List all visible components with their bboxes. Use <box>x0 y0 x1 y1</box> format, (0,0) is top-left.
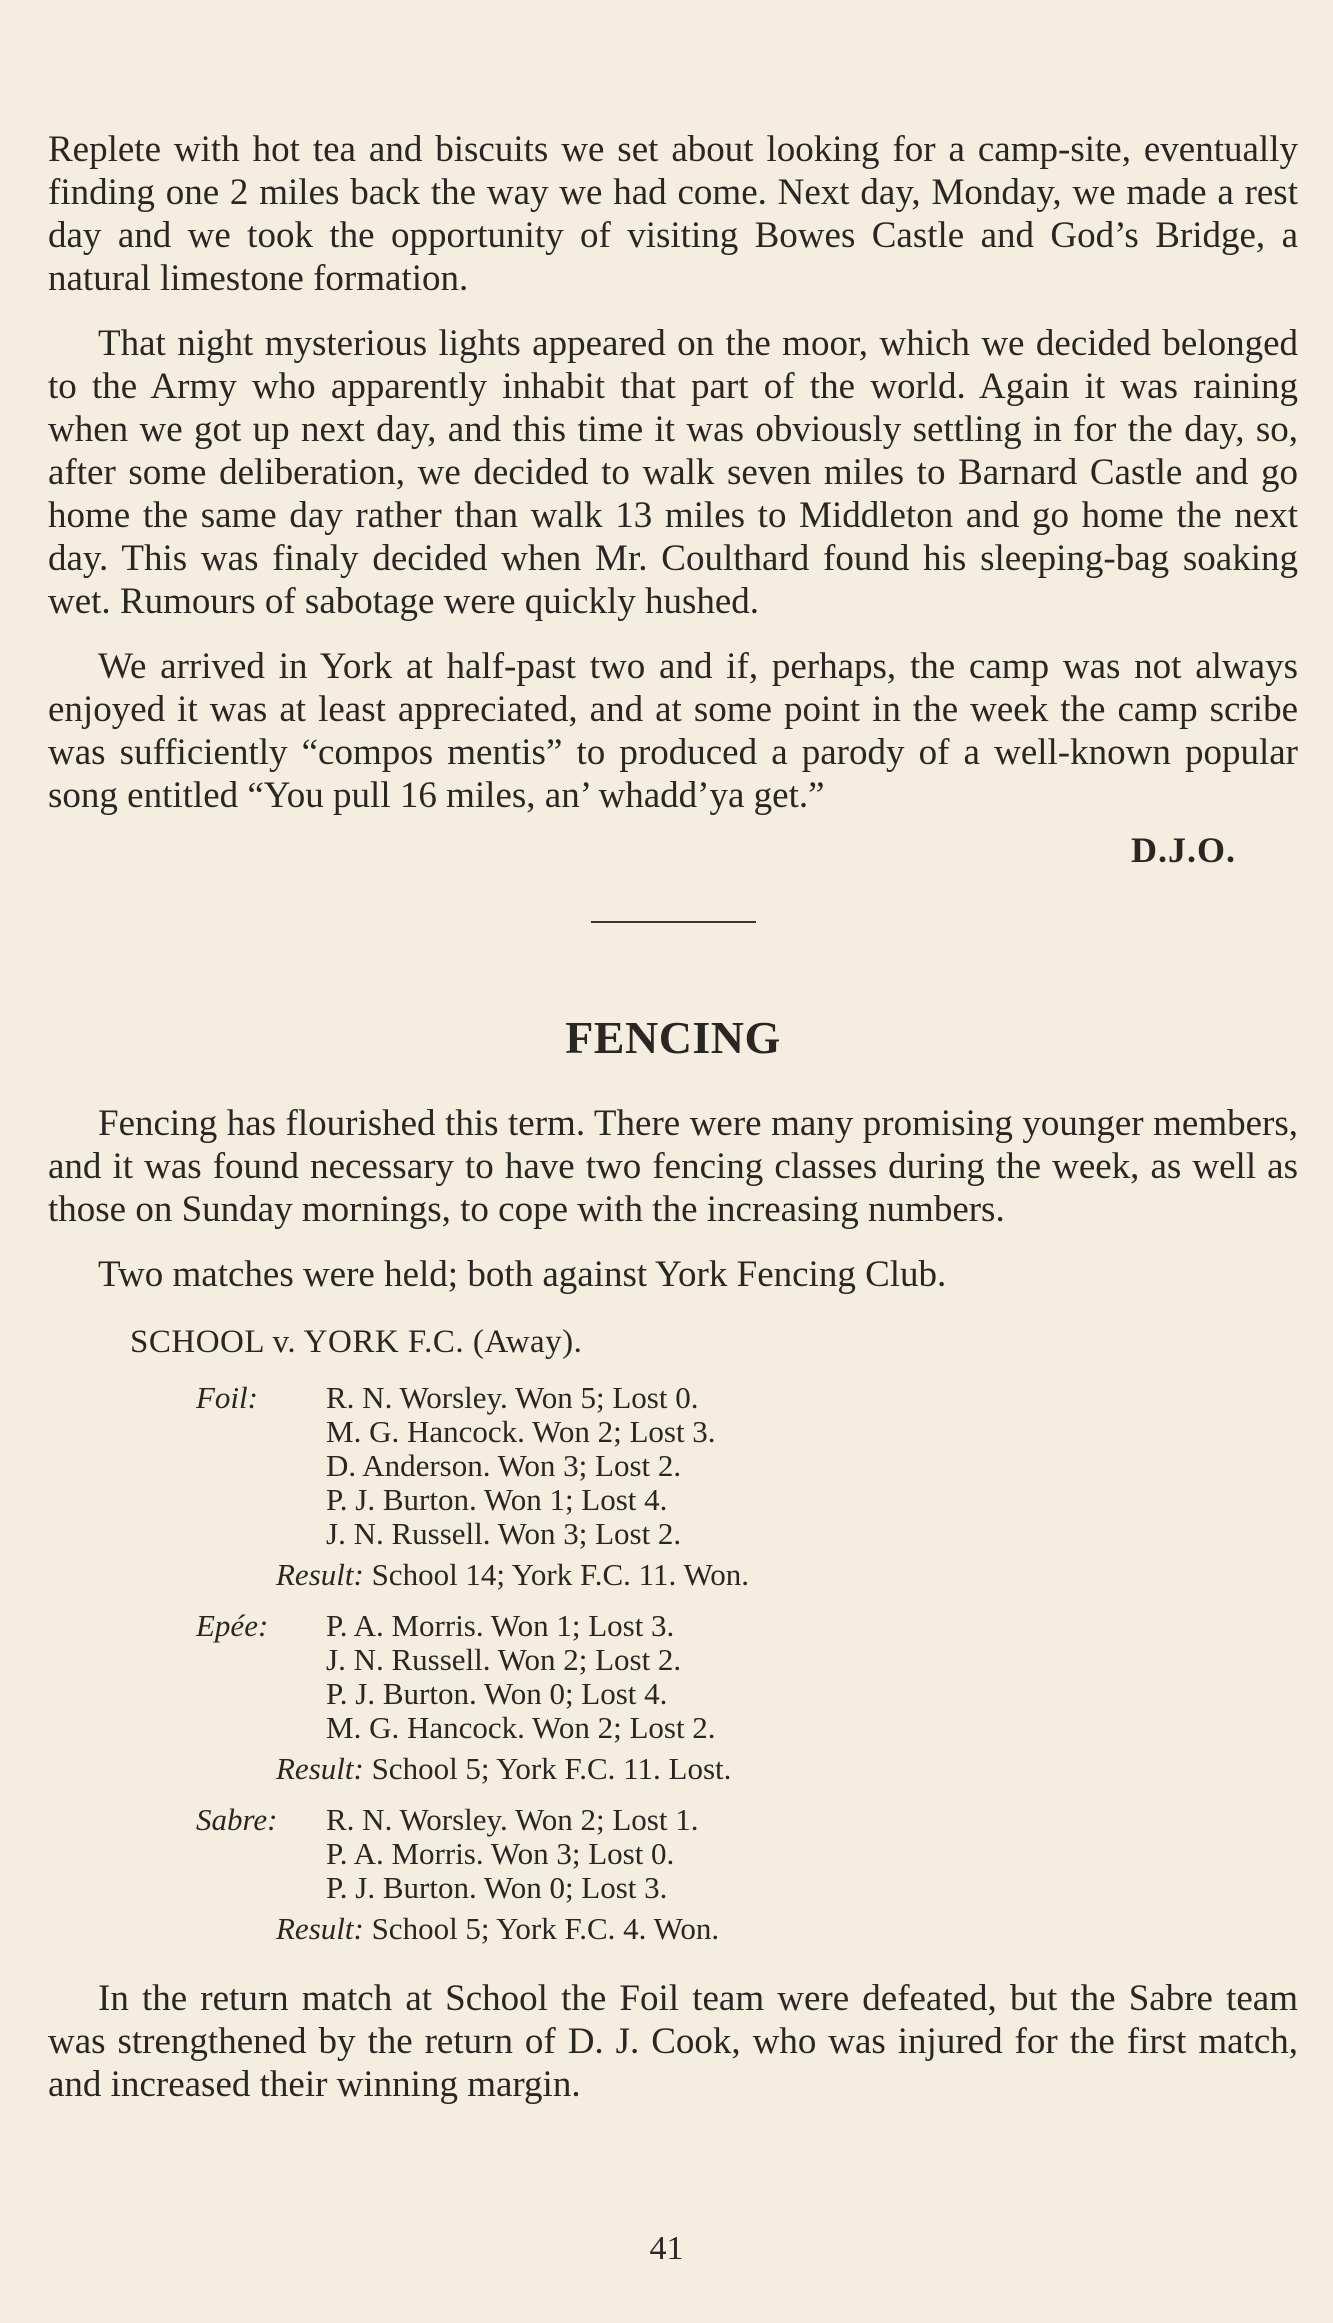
result-value: School 14; York F.C. 11. Won. <box>371 1557 749 1592</box>
fencer-entry: J. N. Russell. Won 3; Lost 2. <box>326 1516 682 1551</box>
result-label: Result: <box>276 1751 364 1786</box>
section-title-fencing: FENCING <box>565 1012 781 1063</box>
fencing-paragraph-3: In the return match at School the Foil team were defeated, but the Sabre team was strengthened by the return of D. J. Cook, who was injured for the first match, and increased their winning margin. <box>48 1978 1298 2105</box>
result-value: School 5; York F.C. 4. Won. <box>371 1911 720 1946</box>
fencer-entry: P. A. Morris. Won 3; Lost 0. <box>326 1836 675 1871</box>
fencer-entry: R. N. Worsley. Won 2; Lost 1. <box>326 1802 699 1837</box>
fencer-list <box>326 1609 716 1745</box>
weapon-label: Epée: <box>196 1608 269 1643</box>
fencer-list <box>326 1803 698 1905</box>
section-divider <box>591 921 756 923</box>
page-number: 41 <box>649 2230 684 2267</box>
intro-paragraph-3: We arrived in York at half-past two and if, perhaps, the camp was not always enjoyed it was at least appreciated, and at some point in the week the camp scribe was sufficiently “compos mentis” to produced a parody of a well-known popular song entitled “You pull 16 miles, an’ whadd’ya get.” <box>48 646 1298 816</box>
fencer-entry: P. J. Burton. Won 1; Lost 4. <box>326 1482 668 1517</box>
fencer-entry: M. G. Hancock. Won 2; Lost 2. <box>326 1710 716 1745</box>
intro-paragraph-2: That night mysterious lights appeared on the moor, which we decided belonged to the Army who apparently inhabit that part of the world. Again it was raining when we got up next day, and this time it was obviously settling in for the day, so, after some deliberation, we decided to walk seven miles to Barnard Castle and go home the same day rather than walk 13 miles to Middleton and go home the next day. This was finaly decided when Mr. Coulthard found his sleeping-bag soaking wet. Rumours of sabotage were quickly hushed. <box>48 323 1298 622</box>
fencing-paragraph-2: Two matches were held; both against York Fencing Club. <box>98 1254 947 1295</box>
match-heading: SCHOOL v. YORK F.C. (Away). <box>130 1324 583 1360</box>
match-result <box>276 1751 1298 1787</box>
fencer-list <box>326 1381 716 1551</box>
result-value: School 5; York F.C. 11. Lost. <box>371 1751 732 1786</box>
weapon-block-sabre <box>48 1803 1298 1947</box>
match-result <box>276 1557 1298 1593</box>
page-content <box>48 128 1298 2128</box>
fencer-entry: R. N. Worsley. Won 5; Lost 0. <box>326 1380 699 1415</box>
weapon-block-foil <box>48 1381 1298 1593</box>
fencer-entry: P. J. Burton. Won 0; Lost 3. <box>326 1870 668 1905</box>
result-label: Result: <box>276 1911 364 1946</box>
fencer-entry: D. Anderson. Won 3; Lost 2. <box>326 1448 682 1483</box>
fencer-entry: J. N. Russell. Won 2; Lost 2. <box>326 1642 682 1677</box>
weapon-block-epee <box>48 1609 1298 1787</box>
weapon-label: Sabre: <box>196 1802 278 1837</box>
weapon-label: Foil: <box>196 1380 258 1415</box>
fencer-entry: P. J. Burton. Won 0; Lost 4. <box>326 1676 668 1711</box>
result-label: Result: <box>276 1557 364 1592</box>
fencing-paragraph-1: Fencing has flourished this term. There were many promising younger members, and it was found necessary to have two fencing classes during the week, as well as those on Sunday mornings, to cope with the increasing numbers. <box>48 1103 1298 1230</box>
fencer-entry: M. G. Hancock. Won 2; Lost 3. <box>326 1414 716 1449</box>
fencer-entry: P. A. Morris. Won 1; Lost 3. <box>326 1608 675 1643</box>
author-signature: D.J.O. <box>1131 830 1236 870</box>
intro-paragraph-1: Replete with hot tea and biscuits we set about looking for a camp-site, eventually finding one 2 miles back the way we had come. Next day, Monday, we made a rest day and we took the opportunity of visiting Bowes Castle and God’s Bridge, a natural limestone formation. <box>48 129 1298 299</box>
match-result <box>276 1911 1298 1947</box>
